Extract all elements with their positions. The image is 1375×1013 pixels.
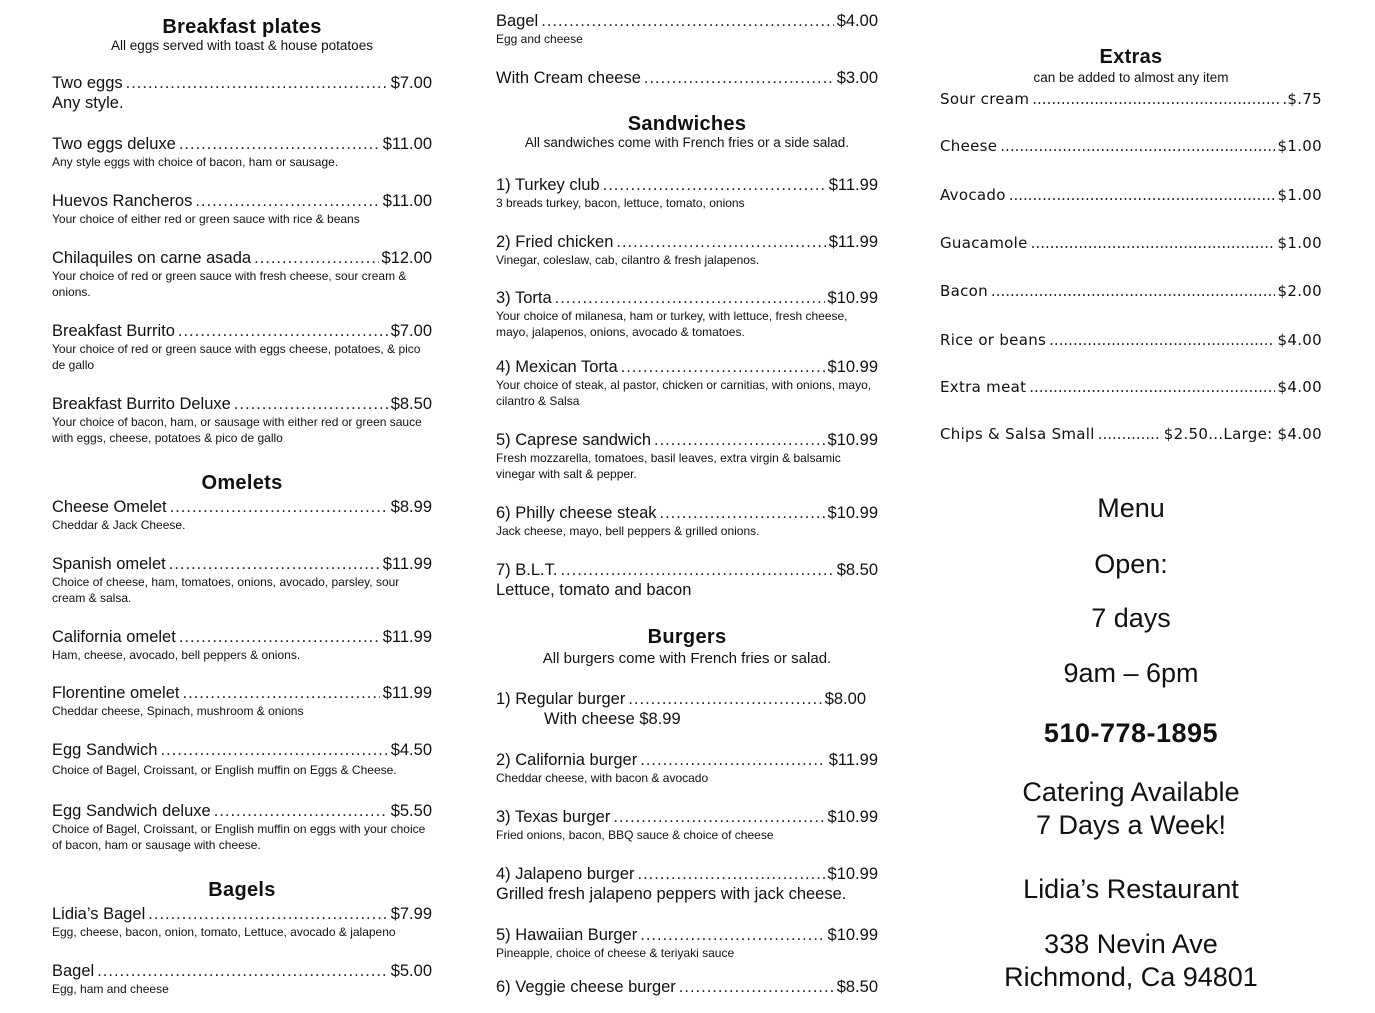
item-price: $10.99 (827, 431, 878, 449)
item-description: Pineapple, choice of cheese & teriyaki sauce (496, 946, 735, 960)
menu-item (52, 683, 432, 719)
item-price: $10.99 (827, 926, 878, 944)
dot-leader (613, 807, 824, 827)
dot-leader (182, 683, 379, 703)
item-name: Breakfast Burrito (52, 322, 175, 340)
item-name: 5) Caprese sandwich (496, 431, 651, 449)
open-hours: 9am – 6pm (1063, 658, 1199, 688)
item-name: Breakfast Burrito Deluxe (52, 395, 231, 413)
item-description: Grilled fresh jalapeno peppers with jack cheese. (496, 885, 847, 903)
item-name: 7) B.L.T. (496, 561, 558, 579)
extras-section-header (940, 46, 1322, 86)
item-price: $8.50 (836, 978, 878, 996)
menu-item (496, 807, 878, 843)
item-price: $11.99 (828, 751, 878, 769)
menu-item (496, 750, 878, 786)
item-description: Fresh mozzarella, tomatoes, basil leaves, extra virgin & balsamic vinegar with salt & pepper. (496, 451, 841, 481)
item-price: .$.75 (1282, 90, 1322, 108)
item-price: $7.00 (390, 322, 432, 340)
menu-item (52, 394, 432, 446)
item-price: $1.00 (1277, 186, 1322, 204)
section-title: Omelets (201, 472, 283, 494)
menu-item (52, 627, 432, 663)
item-price: $11.99 (382, 628, 432, 646)
extras-item (940, 89, 1322, 109)
section-title: Breakfast plates (162, 16, 322, 38)
dot-leader (616, 232, 825, 252)
item-name: 6) Philly cheese steak (496, 504, 657, 522)
dot-leader (179, 134, 380, 154)
dot-leader (541, 11, 834, 31)
menu-item (52, 554, 432, 606)
item-description: Egg and cheese (496, 32, 583, 46)
item-description: Your choice of either red or green sauce with rice & beans (52, 212, 360, 226)
item-name: Cheese (940, 137, 998, 155)
extras-item (940, 233, 1322, 253)
menu-item (52, 134, 432, 170)
catering-line-1: Catering Available (1022, 777, 1240, 807)
item-description: Your choice of red or green sauce with fresh cheese, sour cream & onions. (52, 269, 407, 299)
item-price: $12.00 (381, 249, 432, 267)
dot-leader (603, 175, 826, 195)
dot-leader (148, 904, 387, 924)
item-price: $2.00 (1277, 282, 1322, 300)
section-title: Sandwiches (627, 113, 747, 135)
dot-leader (178, 321, 388, 341)
item-description: Ham, cheese, avocado, bell peppers & onions. (52, 648, 301, 662)
item-name: Chips & Salsa Small (940, 425, 1095, 443)
menu-item (52, 961, 432, 997)
dot-leader (1032, 89, 1279, 109)
item-name: 2) California burger (496, 751, 638, 769)
item-name: Egg Sandwich (52, 741, 158, 759)
item-price: $11.00 (382, 135, 432, 153)
item-name: 4) Mexican Torta (496, 358, 618, 376)
dot-leader (621, 357, 825, 377)
menu-item (496, 232, 878, 268)
item-name: Chilaquiles on carne asada (52, 249, 252, 267)
item-name: Extra meat (940, 378, 1027, 396)
dot-leader (660, 503, 825, 523)
item-description: Egg, ham and cheese (52, 982, 169, 996)
extras-item (940, 185, 1322, 205)
item-name: Avocado (940, 186, 1006, 204)
phone-number: 510-778-1895 (1043, 718, 1219, 748)
item-description: Jack cheese, mayo, bell peppers & grilled onions. (496, 524, 760, 538)
item-name: 2) Fried chicken (496, 233, 614, 251)
item-description: Choice of Bagel, Croissant, or English muffin on Eggs & Cheese. (52, 763, 397, 777)
item-name: Bagel (52, 962, 95, 980)
address-line-1: 338 Nevin Ave (1044, 929, 1218, 959)
item-name: Sour cream (940, 90, 1030, 108)
menu-item (496, 288, 878, 340)
item-description: With cheese $8.99 (544, 710, 681, 728)
item-price: $10.99 (827, 289, 878, 307)
item-price: $11.99 (828, 176, 878, 194)
item-description: 3 breads turkey, bacon, lettuce, tomato, onions (496, 196, 745, 210)
menu-item (496, 175, 878, 211)
item-description: Cheddar cheese, Spinach, mushroom & onions (52, 704, 304, 718)
item-name: Florentine omelet (52, 684, 180, 702)
item-name: Rice or beans (940, 331, 1047, 349)
item-name: Spanish omelet (52, 555, 166, 573)
item-price: $11.99 (828, 233, 878, 251)
item-name: Huevos Rancheros (52, 192, 193, 210)
item-name: 1) Turkey club (496, 176, 600, 194)
menu-item (52, 73, 432, 113)
menu-item (52, 740, 432, 778)
open-label: Open: (1094, 549, 1168, 579)
dot-leader (214, 801, 388, 821)
menu-item (496, 357, 878, 409)
item-name: Lidia’s Bagel (52, 905, 146, 923)
menu-item (496, 689, 878, 729)
item-price: $8.50 (390, 395, 432, 413)
item-description: Any style. (52, 94, 124, 112)
menu-item (52, 497, 432, 533)
address-line-2: Richmond, Ca 94801 (1004, 962, 1258, 992)
item-description: Your choice of milanesa, ham or turkey, with lettuce, fresh cheese, mayo, jalapenos, onions, avocado & tomatoes. (496, 309, 848, 339)
menu-item (52, 904, 432, 940)
item-price: $2.50...Large: $4.00 (1163, 425, 1322, 443)
item-description: Any style eggs with choice of bacon, ham or sausage. (52, 155, 339, 169)
item-description: Choice of cheese, ham, tomatoes, onions, avocado, parsley, sour cream & salsa. (52, 575, 400, 605)
catering-line-2: 7 Days a Week! (1035, 810, 1227, 840)
item-name: Two eggs (52, 74, 123, 92)
menu-item (496, 864, 878, 904)
item-price: $4.50 (390, 741, 432, 759)
item-name: 3) Texas burger (496, 808, 611, 826)
dot-leader (644, 68, 834, 88)
section-title: Bagels (208, 879, 276, 901)
item-price: $7.99 (390, 905, 432, 923)
dot-leader (254, 248, 378, 268)
dot-leader (1049, 330, 1274, 350)
menu-item (52, 321, 432, 373)
menu-item (496, 503, 878, 539)
dot-leader (161, 740, 388, 760)
item-price: $4.00 (1277, 331, 1322, 349)
dot-leader (1029, 377, 1274, 397)
menu-item (52, 191, 432, 227)
item-name: Bacon (940, 282, 988, 300)
dot-leader (560, 560, 833, 580)
extras-item (940, 424, 1322, 444)
item-price: $1.00 (1277, 234, 1322, 252)
item-name: 5) Hawaiian Burger (496, 926, 638, 944)
item-description: Egg, cheese, bacon, onion, tomato, Lettuce, avocado & jalapeno (52, 925, 396, 939)
dot-leader (628, 689, 821, 709)
item-price: $10.99 (827, 865, 878, 883)
dot-leader (1098, 424, 1161, 444)
item-description: Your choice of steak, al pastor, chicken or carnitias, with onions, mayo, cilantro & Salsa (496, 378, 872, 408)
item-description: Fried onions, bacon, BBQ sauce & choice of cheese (496, 828, 774, 842)
sandwiches-section-header (496, 113, 878, 151)
item-description: Cheddar & Jack Cheese. (52, 518, 186, 532)
menu-item (52, 801, 432, 853)
section-title: Extras (1099, 46, 1163, 68)
bagels-section-header (52, 879, 432, 901)
item-price: $10.99 (827, 808, 878, 826)
item-price: $8.50 (836, 561, 878, 579)
item-description: Vinegar, coleslaw, cab, cilantro & fresh jalapenos. (496, 253, 760, 267)
section-subtitle: can be added to almost any item (1033, 70, 1229, 85)
item-name: California omelet (52, 628, 176, 646)
item-name: With Cream cheese (496, 69, 641, 87)
menu-item (496, 560, 878, 600)
item-price: $11.99 (382, 684, 432, 702)
breakfast-section-header (52, 16, 432, 54)
item-price: $11.00 (382, 192, 432, 210)
item-price: $7.00 (390, 74, 432, 92)
menu-item (496, 68, 878, 88)
item-description: Lettuce, tomato and bacon (496, 581, 692, 599)
item-price: $5.00 (390, 962, 432, 980)
dot-leader (679, 977, 834, 997)
item-price: $10.99 (827, 504, 878, 522)
dot-leader (97, 961, 388, 981)
section-subtitle: All burgers come with French fries or salad. (542, 650, 832, 667)
restaurant-name: Lidia’s Restaurant (1023, 874, 1239, 904)
menu-item (496, 11, 878, 47)
item-price: $4.00 (1277, 378, 1322, 396)
menu-item (496, 430, 878, 482)
item-price: $8.00 (824, 690, 866, 708)
item-name: Two eggs deluxe (52, 135, 176, 153)
menu-item (52, 248, 432, 300)
menu-label: Menu (1097, 493, 1165, 523)
item-price: $3.00 (836, 69, 878, 87)
item-description: Your choice of red or green sauce with eggs cheese, potatoes, & pico de gallo (52, 342, 421, 372)
item-price: $10.99 (827, 358, 878, 376)
menu-item (496, 925, 878, 961)
dot-leader (640, 925, 824, 945)
dot-leader (195, 191, 379, 211)
item-name: Egg Sandwich deluxe (52, 802, 211, 820)
dot-leader (654, 430, 825, 450)
dot-leader (234, 394, 388, 414)
extras-item (940, 377, 1322, 397)
item-price: $4.00 (836, 12, 878, 30)
item-name: Guacamole (940, 234, 1028, 252)
item-price: $1.00 (1277, 137, 1322, 155)
extras-item (940, 330, 1322, 350)
item-name: Bagel (496, 12, 539, 30)
item-name: Cheese Omelet (52, 498, 167, 516)
dot-leader (179, 627, 380, 647)
dot-leader (555, 288, 825, 308)
dot-leader (1031, 233, 1275, 253)
item-price: $8.99 (390, 498, 432, 516)
dot-leader (1000, 136, 1274, 156)
extras-item (940, 281, 1322, 301)
dot-leader (126, 73, 388, 93)
item-name: 4) Jalapeno burger (496, 865, 635, 883)
item-name: 6) Veggie cheese burger (496, 978, 676, 996)
open-days: 7 days (1091, 603, 1171, 633)
item-description: Choice of Bagel, Croissant, or English muffin on eggs with your choice of bacon, ham or sausage with cheese. (52, 822, 426, 852)
omelets-section-header (52, 472, 432, 494)
section-subtitle: All sandwiches come with French fries or a side salad. (524, 135, 850, 150)
item-description: Cheddar cheese, with bacon & avocado (496, 771, 709, 785)
dot-leader (170, 497, 388, 517)
dot-leader (991, 281, 1275, 301)
item-price: $11.99 (382, 555, 432, 573)
item-name: 1) Regular burger (496, 690, 626, 708)
section-title: Burgers (647, 626, 727, 648)
dot-leader (1009, 185, 1275, 205)
burgers-section-header (496, 626, 878, 668)
dot-leader (640, 750, 826, 770)
menu-item (496, 977, 878, 997)
extras-item (940, 136, 1322, 156)
item-name: 3) Torta (496, 289, 552, 307)
item-price: $5.50 (390, 802, 432, 820)
section-subtitle: All eggs served with toast & house potatoes (111, 38, 373, 53)
item-description: Your choice of bacon, ham, or sausage with either red or green sauce with eggs, cheese, potatoes & pico de gallo (52, 415, 422, 445)
dot-leader (638, 864, 825, 884)
dot-leader (169, 554, 380, 574)
